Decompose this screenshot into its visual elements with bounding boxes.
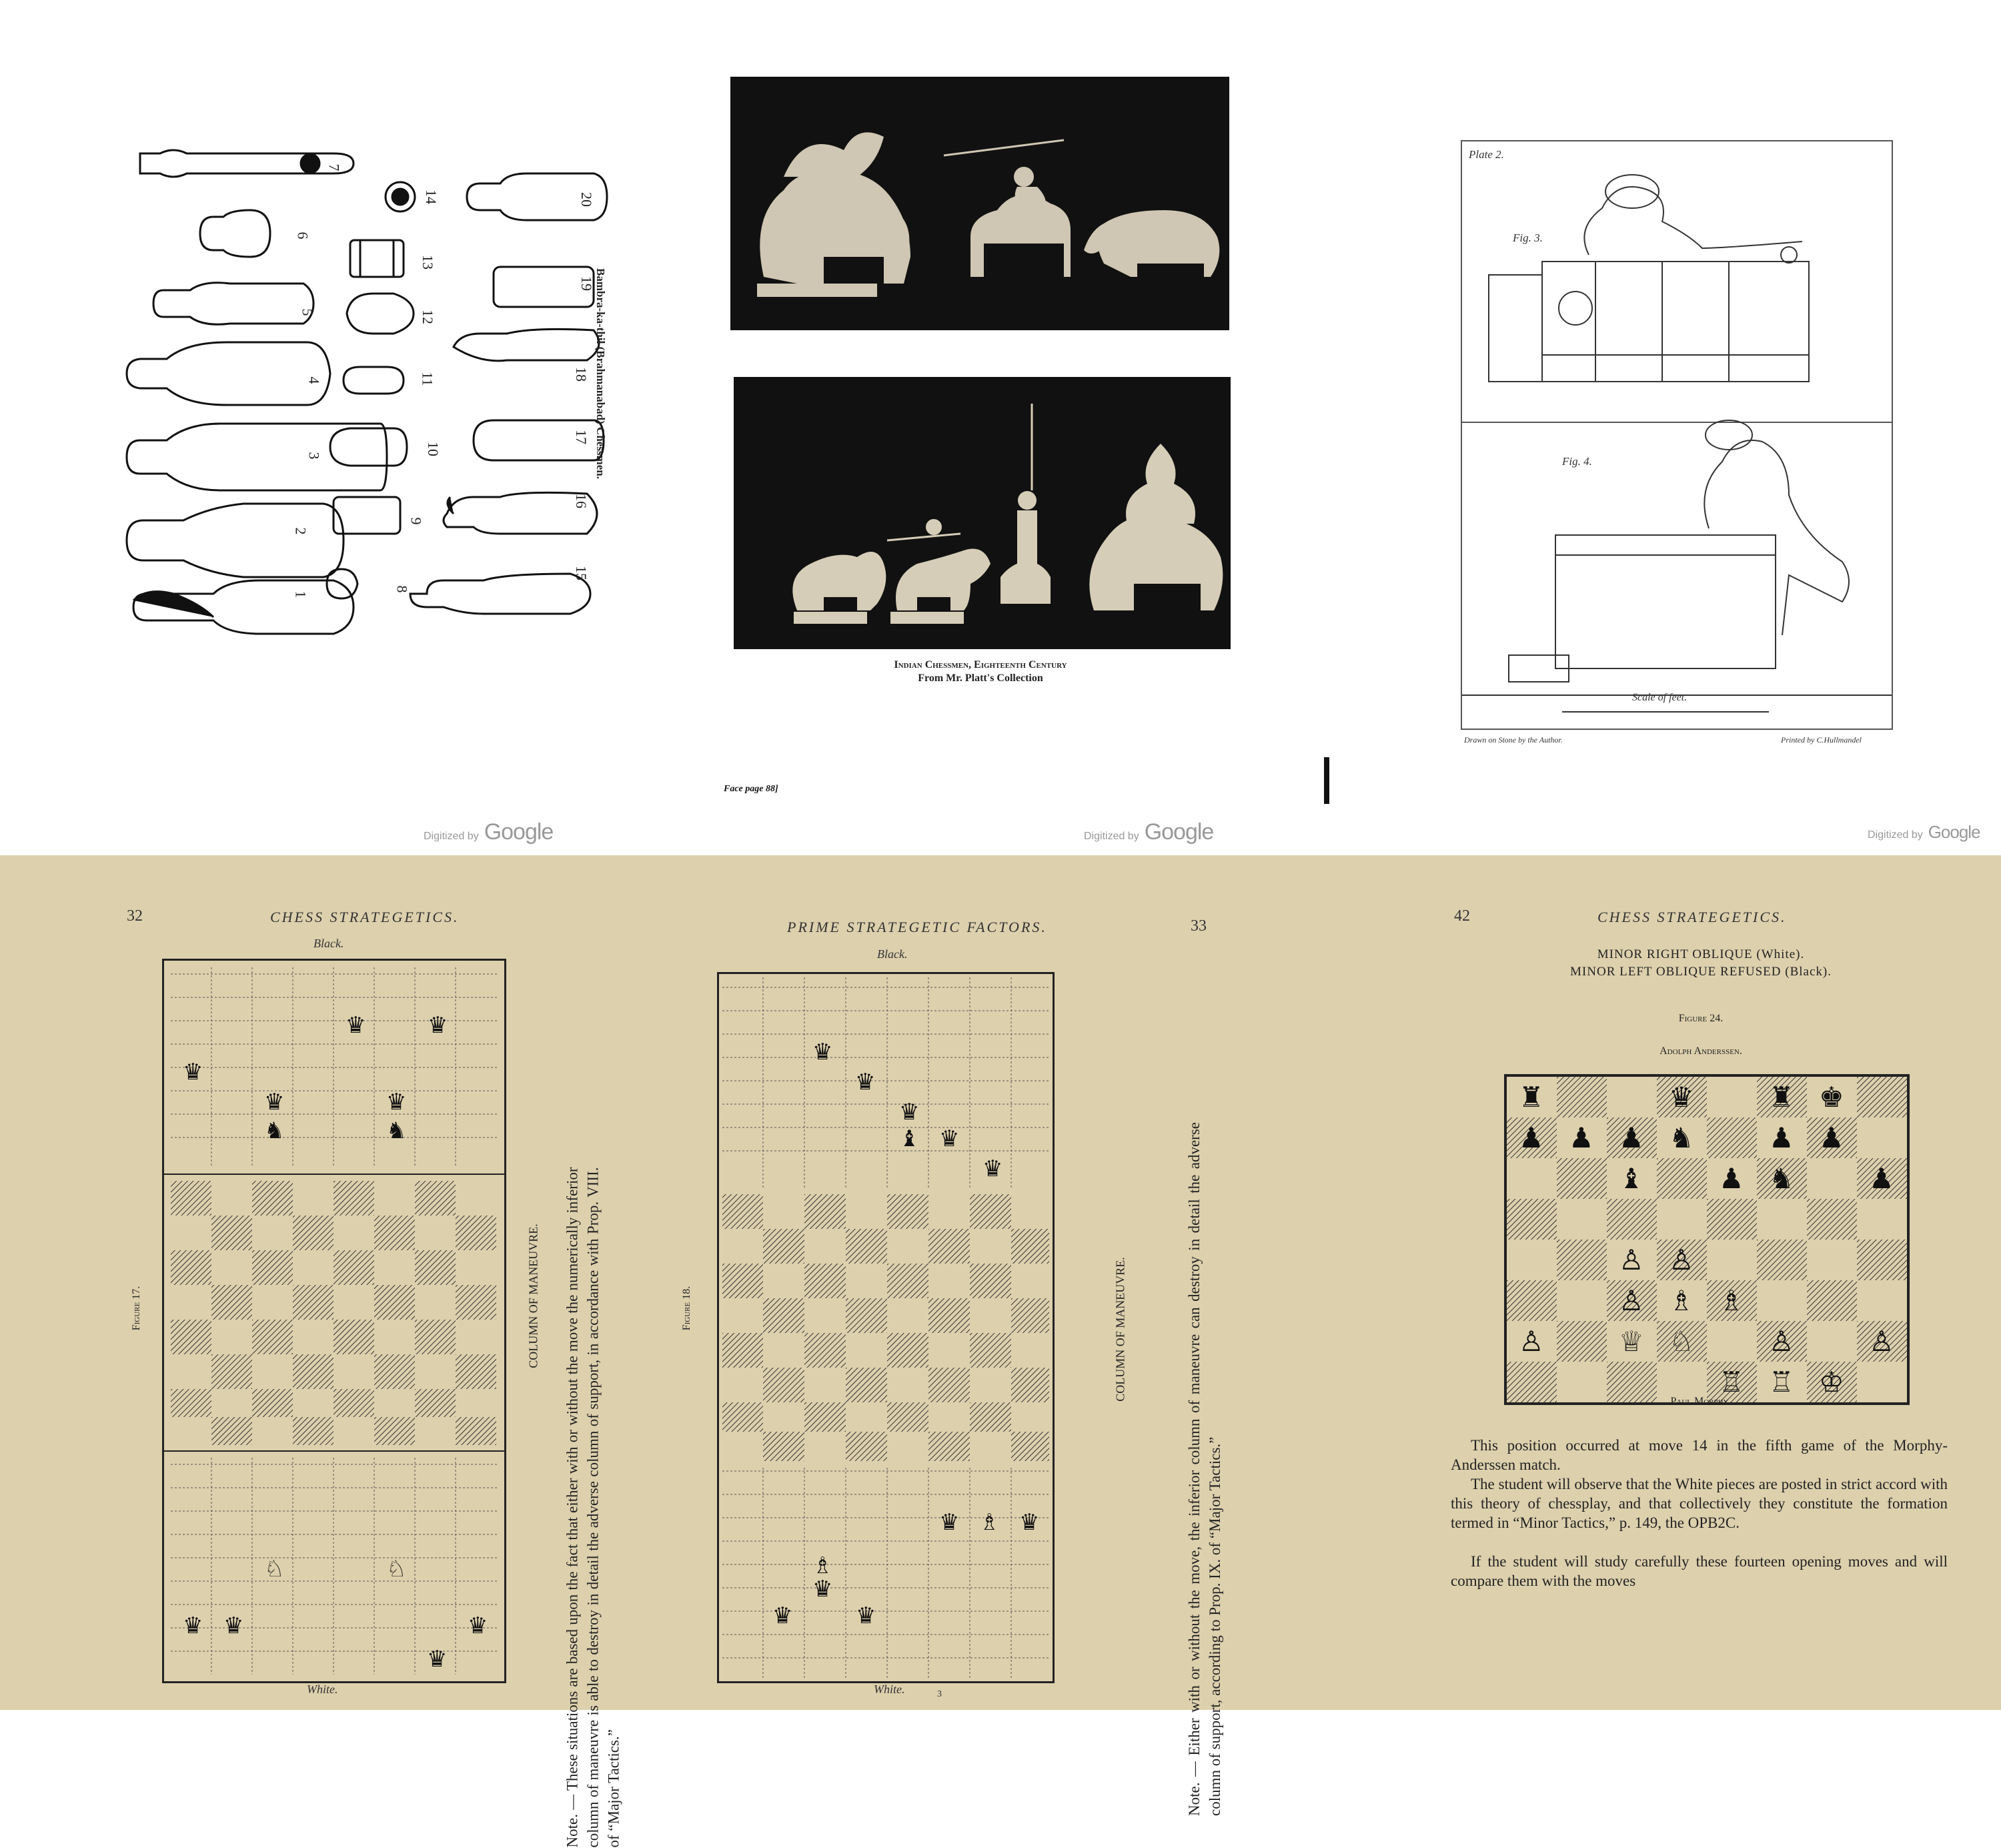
board-squares bbox=[1507, 1077, 1907, 1402]
footer-brand: Google bbox=[484, 819, 554, 845]
running-header: CHESS STRATEGETICS. bbox=[1597, 909, 1787, 925]
photo-caption-line2: From Mr. Platt's Collection bbox=[918, 672, 1043, 684]
figure-label: Figure 18. bbox=[681, 1286, 692, 1331]
white-pawn-icon: ♙ bbox=[1769, 1325, 1794, 1358]
figure-label: Figure 17. bbox=[131, 1286, 142, 1331]
white-pawn-icon: ♙ bbox=[1619, 1244, 1644, 1276]
white-bishop-icon: ♗ bbox=[1669, 1284, 1694, 1317]
black-queen-icon: ♛ bbox=[428, 1012, 448, 1039]
board-label-black: Black. bbox=[313, 937, 344, 950]
scan-mark bbox=[1324, 757, 1329, 804]
plate-caption: Bambra-ka-thil (Brahmanabad) Chessmen. bbox=[594, 268, 607, 479]
footer-prefix: Digitized by bbox=[424, 831, 479, 842]
white-king-icon: ♔ bbox=[1819, 1366, 1844, 1398]
tile-automaton-plate bbox=[1334, 0, 2001, 855]
fig4-label: Fig. 4. bbox=[1562, 455, 1592, 468]
piece-number: 12 bbox=[420, 310, 436, 324]
black-knight-icon: ♞ bbox=[386, 1117, 407, 1144]
digitized-footer bbox=[424, 819, 553, 845]
scale-label: Scale of feet. bbox=[1632, 692, 1688, 703]
white-bishop-icon: ♗ bbox=[1719, 1284, 1744, 1317]
bottom-player: Paul Morphy. bbox=[1670, 1396, 1732, 1407]
section-title: COLUMN OF MANEUVRE. bbox=[1113, 1257, 1127, 1402]
chess-diagram-figure-17 bbox=[162, 959, 506, 1683]
note-text: Note. — These situations are based upon the fact that either with or without the move the numerically inferior column of maneuvre is able to destroy in detail the adverse column of support, in accordance with Prop. VIII. of “Major Tactics.” bbox=[564, 1167, 622, 1848]
white-bishop-icon: ♗ bbox=[979, 1509, 1000, 1536]
white-queen-icon: ♛ bbox=[223, 1612, 244, 1639]
page-number: 42 bbox=[1454, 907, 1470, 925]
piece-number: 10 bbox=[425, 442, 442, 456]
footer-brand: Google bbox=[1144, 819, 1214, 845]
white-queen-icon: ♛ bbox=[427, 1646, 448, 1673]
board-grid bbox=[164, 961, 504, 1681]
running-header: PRIME STRATEGETIC FACTORS. bbox=[787, 919, 1047, 935]
piece-number: 1 bbox=[292, 590, 309, 598]
black-knight-icon: ♞ bbox=[1669, 1121, 1694, 1154]
white-rook-icon: ♖ bbox=[1719, 1366, 1744, 1398]
top-player: Adolph Anderssen. bbox=[1659, 1045, 1742, 1057]
page-number: 32 bbox=[127, 907, 143, 925]
footer-prefix: Digitized by bbox=[1868, 829, 1923, 841]
white-bishop-icon: ♗ bbox=[812, 1552, 833, 1579]
piece-number: 2 bbox=[292, 527, 309, 535]
white-pawn-icon: ♙ bbox=[1869, 1325, 1894, 1358]
digitized-footer bbox=[1868, 822, 1980, 843]
digitized-footer bbox=[1084, 819, 1213, 845]
credit-right: Printed by C.Hullmandel bbox=[1781, 735, 1862, 745]
plate-label: Plate 2. bbox=[1469, 148, 1504, 161]
black-queen-icon: ♛ bbox=[264, 1089, 285, 1115]
body-paragraph-1: This position occurred at move 14 in the fifth game of the Morphy-Anderssen match. bbox=[1451, 1437, 1948, 1473]
black-king-icon: ♚ bbox=[1819, 1081, 1844, 1113]
tile-page-42 bbox=[1334, 855, 2001, 1710]
white-queen-icon: ♛ bbox=[468, 1612, 488, 1639]
black-queen-icon: ♛ bbox=[386, 1089, 407, 1115]
white-queen-icon: ♛ bbox=[1019, 1509, 1040, 1536]
body-paragraph-3: If the student will study carefully these fourteen opening moves and will compare them with the moves bbox=[1451, 1553, 1948, 1589]
piece-number: 3 bbox=[305, 452, 323, 460]
automaton-drawing bbox=[1462, 141, 1892, 729]
body-paragraph-2: The student will observe that the White pieces are posted in strict accord with this theory of chessplay, and that collectively they constitute the formation termed in “Minor Tactics,” p. 149, the OPB2C. bbox=[1451, 1476, 1948, 1531]
black-pawn-icon: ♟ bbox=[1769, 1121, 1794, 1154]
white-pawn-icon: ♙ bbox=[1619, 1284, 1644, 1317]
board-grid bbox=[719, 974, 1053, 1681]
piece-number: 14 bbox=[423, 189, 440, 204]
footer-prefix: Digitized by bbox=[1084, 831, 1139, 842]
black-queen-icon: ♛ bbox=[812, 1039, 833, 1065]
photo-bottom bbox=[734, 377, 1231, 649]
white-rook-icon: ♖ bbox=[1769, 1366, 1794, 1398]
black-pawn-icon: ♟ bbox=[1819, 1121, 1844, 1154]
tile-page-32 bbox=[0, 855, 667, 1848]
white-queen-icon: ♛ bbox=[856, 1602, 876, 1629]
tile-page-33 bbox=[667, 855, 1334, 1816]
black-queen-icon: ♛ bbox=[899, 1099, 920, 1125]
chessmen-photo-top bbox=[730, 77, 1229, 330]
figure-label: Figure 24. bbox=[1678, 1013, 1724, 1024]
board-label-black: Black. bbox=[877, 947, 908, 961]
piece-number: 13 bbox=[420, 255, 436, 270]
piece-number: 9 bbox=[408, 517, 425, 525]
piece-number: 8 bbox=[394, 585, 411, 593]
piece-number: 6 bbox=[294, 232, 311, 240]
white-pawn-icon: ♙ bbox=[1519, 1325, 1544, 1358]
note-text: Note. — Either with or without the move, the inferior column of maneuvre can destroy in detail the adverse column of support, according to Prop. IX. of “Major Tactics.” bbox=[1186, 1122, 1223, 1816]
black-queen-icon: ♛ bbox=[1669, 1081, 1694, 1113]
chess-diagram-figure-18 bbox=[717, 972, 1055, 1683]
section-title: COLUMN OF MANEUVRE. bbox=[526, 1224, 540, 1368]
black-knight-icon: ♞ bbox=[1769, 1162, 1794, 1195]
white-queen-icon: ♛ bbox=[183, 1612, 203, 1639]
black-queen-icon: ♛ bbox=[346, 1012, 366, 1039]
running-header: CHESS STRATEGETICS. bbox=[270, 909, 460, 925]
face-page-note: Face page 88] bbox=[724, 784, 778, 794]
white-knight-icon: ♘ bbox=[1669, 1325, 1694, 1358]
tile-indian-chessmen bbox=[667, 0, 1334, 855]
piece-number: 17 bbox=[573, 430, 590, 444]
chessmen-photo-bottom bbox=[734, 377, 1231, 649]
photo-top bbox=[730, 77, 1229, 330]
white-queen-icon: ♛ bbox=[772, 1602, 793, 1629]
piece-number: 5 bbox=[299, 308, 316, 316]
black-rook-icon: ♜ bbox=[1519, 1081, 1544, 1113]
footer-brand: Google bbox=[1928, 822, 1980, 842]
piece-number: 15 bbox=[573, 566, 590, 580]
piece-number: 4 bbox=[305, 376, 323, 384]
page-signature: 3 bbox=[937, 1689, 942, 1699]
formation-line2: MINOR LEFT OBLIQUE REFUSED (Black). bbox=[1570, 965, 1832, 979]
plate-frame bbox=[1461, 140, 1893, 730]
black-queen-icon: ♛ bbox=[183, 1059, 203, 1085]
formation-line1: MINOR RIGHT OBLIQUE (White). bbox=[1597, 947, 1805, 961]
piece-number: 7 bbox=[325, 163, 343, 171]
piece-number: 18 bbox=[573, 367, 590, 382]
white-pawn-icon: ♙ bbox=[1669, 1244, 1694, 1276]
piece-number: 16 bbox=[573, 494, 590, 508]
photo-caption-line1: Indian Chessmen, Eighteenth Century bbox=[894, 659, 1067, 670]
black-queen-icon: ♛ bbox=[855, 1069, 876, 1095]
fig3-label: Fig. 3. bbox=[1513, 232, 1543, 244]
white-knight-icon: ♘ bbox=[264, 1556, 285, 1582]
white-queen-icon: ♛ bbox=[939, 1509, 960, 1536]
black-rook-icon: ♜ bbox=[1769, 1081, 1794, 1113]
piece-number: 19 bbox=[578, 276, 595, 291]
board-label-white: White. bbox=[874, 1683, 905, 1696]
black-pawn-icon: ♟ bbox=[1719, 1162, 1744, 1195]
black-pawn-icon: ♟ bbox=[1569, 1121, 1594, 1154]
piece-number: 11 bbox=[419, 372, 436, 386]
white-queen-icon: ♕ bbox=[1619, 1325, 1644, 1358]
white-queen-icon: ♛ bbox=[812, 1576, 833, 1602]
tile-brahmanabad-chessmen bbox=[0, 0, 667, 855]
black-pawn-icon: ♟ bbox=[1619, 1121, 1644, 1154]
white-knight-icon: ♘ bbox=[386, 1556, 407, 1582]
credit-left: Drawn on Stone by the Author. bbox=[1464, 735, 1563, 745]
page-number: 33 bbox=[1191, 917, 1207, 935]
black-pawn-icon: ♟ bbox=[1519, 1121, 1544, 1154]
chess-diagram-figure-24 bbox=[1504, 1074, 1910, 1405]
black-knight-icon: ♞ bbox=[264, 1117, 285, 1144]
board-label-white: White. bbox=[307, 1683, 338, 1696]
black-bishop-icon: ♝ bbox=[899, 1125, 920, 1152]
black-bishop-icon: ♝ bbox=[1619, 1162, 1644, 1195]
black-queen-icon: ♛ bbox=[982, 1156, 1003, 1182]
black-pawn-icon: ♟ bbox=[1869, 1162, 1894, 1195]
chessmen-sketches bbox=[120, 133, 627, 640]
black-queen-icon: ♛ bbox=[939, 1125, 960, 1152]
piece-number: 20 bbox=[578, 192, 595, 207]
